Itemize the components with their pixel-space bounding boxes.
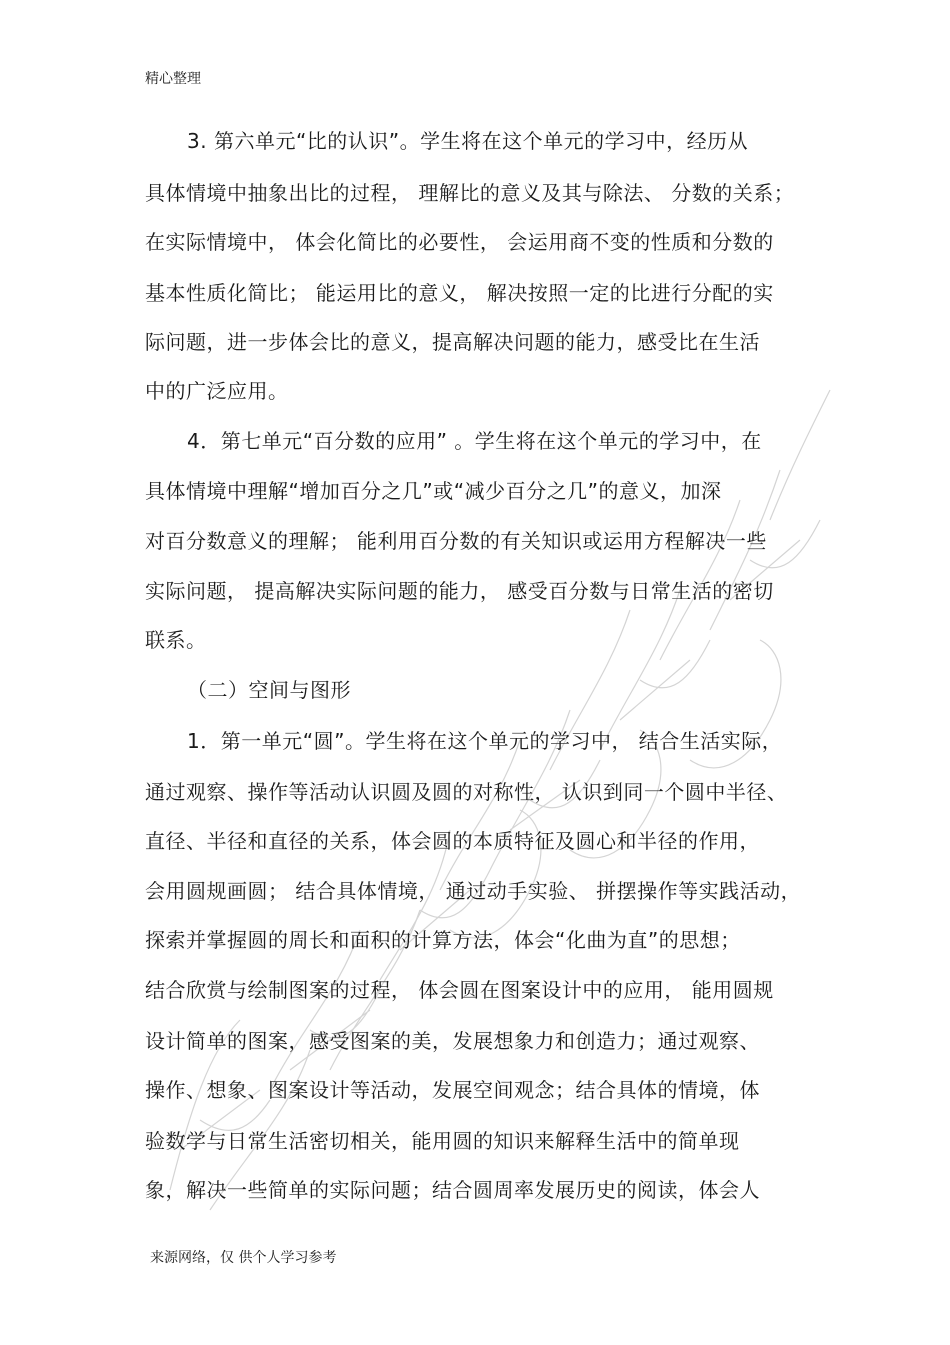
body-line: 设计简单的图案，感受图案的美，发展想象力和创造力；通过观察、 — [145, 1029, 760, 1053]
body-line: 会用圆规画圆； 结合具体情境， 通过动手实验、 拼摆操作等实践活动， — [145, 879, 802, 903]
body-line: 3. 第六单元“比的认识”。学生将在这个单元的学习中，经历从 — [187, 129, 749, 153]
body-line: 1．第一单元“圆”。学生将在这个单元的学习中， 结合生活实际， — [187, 729, 783, 753]
body-line: 对百分数意义的理解； 能利用百分数的有关知识或运用方程解决一些 — [145, 529, 767, 553]
body-line: 4．第七单元“百分数的应用” 。学生将在这个单元的学习中，在 — [187, 429, 762, 453]
body-line: 在实际情境中， 体会化简比的必要性， 会运用商不变的性质和分数的 — [145, 230, 774, 254]
body-line: 通过观察、操作等活动认识圆及圆的对称性， 认识到同一个圆中半径、 — [145, 780, 788, 804]
body-line: 际问题，进一步体会比的意义，提高解决问题的能力，感受比在生活 — [145, 330, 760, 354]
section-heading: （二）空间与图形 — [187, 678, 351, 702]
body-line: 直径、半径和直径的关系，体会圆的本质特征及圆心和半径的作用， — [145, 829, 760, 853]
body-line: 中的广泛应用。 — [145, 379, 289, 403]
body-line: 验数学与日常生活密切相关，能用圆的知识来解释生活中的简单现 — [145, 1129, 740, 1153]
body-line: 具体情境中抽象出比的过程， 理解比的意义及其与除法、 分数的关系； — [145, 181, 795, 205]
body-line: 联系。 — [145, 628, 207, 652]
page-footer: 来源网络，仅 供个人学习参考 — [150, 1250, 337, 1266]
body-line: 具体情境中理解“增加百分之几”或“减少百分之几”的意义，加深 — [145, 479, 722, 503]
body-line: 实际问题， 提高解决实际问题的能力， 感受百分数与日常生活的密切 — [145, 579, 774, 603]
body-line: 基本性质化简比； 能运用比的意义， 解决按照一定的比进行分配的实 — [145, 281, 774, 305]
body-line: 操作、想象、图案设计等活动，发展空间观念；结合具体的情境，体 — [145, 1078, 760, 1102]
body-line: 象，解决一些简单的实际问题；结合圆周率发展历史的阅读，体会人 — [145, 1178, 760, 1202]
body-line: 结合欣赏与绘制图案的过程， 体会圆在图案设计中的应用， 能用圆规 — [145, 978, 774, 1002]
page-header: 精心整理 — [145, 71, 201, 87]
body-line: 探索并掌握圆的周长和面积的计算方法，体会“化曲为直”的思想； — [145, 928, 741, 952]
